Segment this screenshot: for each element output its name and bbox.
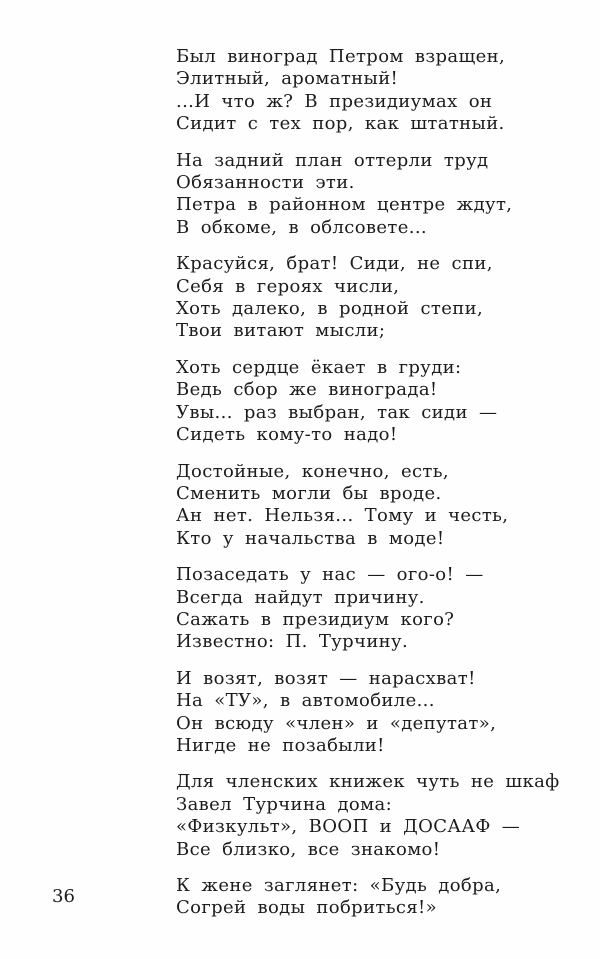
stanza	[176, 564, 560, 654]
stanza	[176, 253, 560, 343]
poem-line: В обкоме, в облсовете...	[176, 216, 428, 238]
poem-line: Хоть сердце ёкает в груди:	[176, 356, 462, 378]
poem-line: Для членских книжек чуть не шкаф	[176, 771, 560, 793]
poem-line: Был виноград Петром взращен,	[176, 46, 506, 67]
poem-line: На «ТУ», в автомобиле...	[176, 690, 435, 712]
poem-line: Позаседать у нас — ого-о! —	[176, 564, 484, 586]
poem-line: «Физкульт», ВООП и ДОСААФ —	[176, 816, 521, 838]
poem-line: И возят, возят — нарасхват!	[176, 667, 476, 689]
poem-line: Элитный, ароматный!	[176, 68, 399, 90]
stanza	[176, 357, 560, 447]
poem-line: Увы... раз выбран, так сиди —	[176, 401, 498, 423]
poem-line: Ан нет. Нельзя... Тому и честь,	[176, 505, 509, 527]
poem-line: Петра в районном центре ждут,	[176, 194, 513, 216]
poem-line: ...И что ж? В президиумах он	[176, 90, 493, 112]
stanza	[176, 150, 560, 240]
poem-line: Твои витают мысли;	[176, 320, 386, 342]
page-number: 36	[52, 886, 75, 907]
poem-line: Сменить могли бы вроде.	[176, 482, 442, 504]
poem-line: Себя в героях числи,	[176, 275, 400, 297]
poem-line: Нигде не позабыли!	[176, 734, 385, 756]
poem-line: Ведь сбор же винограда!	[176, 379, 438, 401]
poem-line: Сажать в президиум кого?	[176, 608, 455, 630]
poem	[176, 46, 560, 934]
poem-line: На задний план оттерли труд	[176, 149, 489, 171]
poem-line: Согрей воды побриться!»	[176, 897, 438, 919]
poem-line: Кто у начальства в моде!	[176, 527, 445, 549]
poem-line: Обязанности эти.	[176, 172, 355, 194]
poem-line: Завел Турчина дома:	[176, 793, 392, 815]
poem-line: К жене заглянет: «Будь добра,	[176, 875, 502, 896]
poem-line: Все близко, все знакомо!	[176, 838, 441, 860]
poem-line: Сидит с тех пор, как штатный.	[176, 113, 505, 135]
poem-line: Хоть далеко, в родной степи,	[176, 298, 484, 320]
stanza	[176, 461, 560, 551]
stanza	[176, 771, 560, 861]
poem-line: Достойные, конечно, есть,	[176, 460, 449, 482]
stanza	[176, 668, 560, 758]
poem-line: Красуйся, брат! Сиди, не спи,	[176, 253, 493, 275]
poem-line: Сидеть кому-то надо!	[176, 424, 398, 446]
poem-line: Он всюду «член» и «депутат»,	[176, 712, 497, 734]
stanza	[176, 46, 560, 136]
poem-line: Всегда найдут причину.	[176, 586, 425, 608]
poem-line: Известно: П. Турчину.	[176, 631, 409, 653]
stanza	[176, 875, 560, 920]
